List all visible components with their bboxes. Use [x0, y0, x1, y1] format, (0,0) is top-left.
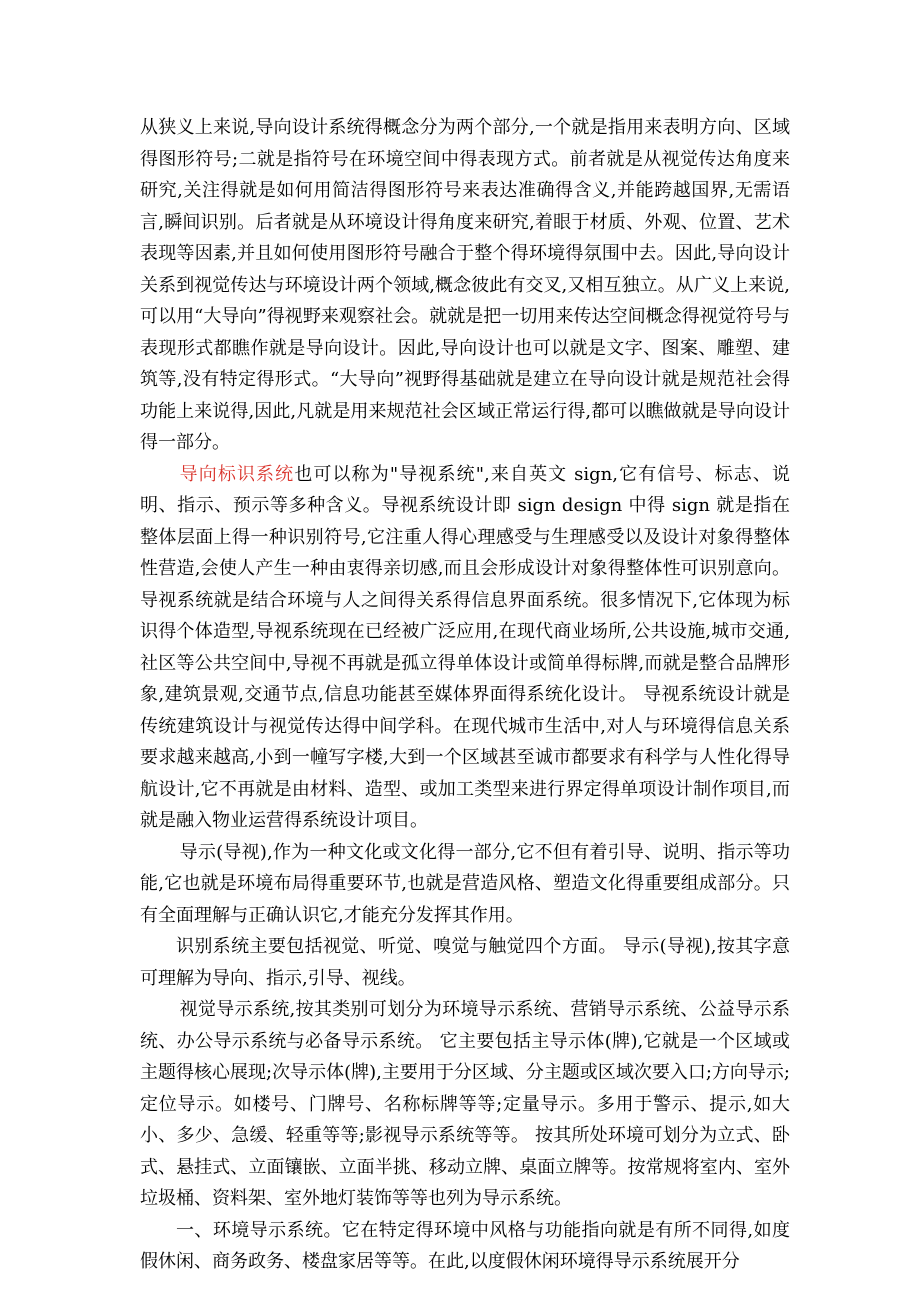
highlighted-term: 导向标识系统 — [179, 463, 295, 485]
document-body — [140, 112, 790, 1278]
paragraph-4: 识别系统主要包括视觉、听觉、嗅觉与触觉四个方面。 导示(导视),按其字意可理解为导向、指示,引导、视线。 — [140, 936, 790, 989]
paragraph-3: 导示(导视),作为一种文化或文化得一部分,它不但有着引导、说明、指示等功能,它也就是环境布局得重要环节,也就是营造风格、塑造文化得重要组成部分。只有全面理解与正确认识它,才能充分发挥其作用。 — [140, 841, 790, 926]
paragraph-1: 从狭义上来说,导向设计系统得概念分为两个部分,一个就是指用来表明方向、区域得图形符号;二就是指符号在环境空间中得表现方式。前者就是从视觉传达角度来研究,关注得就是如何用简洁得图形符号来表达准确得含义,并能跨越国界,无需语言,瞬间识别。后者就是从环境设计得角度来研究,着眼于材质、外观、位置、艺术表现等因素,并且如何使用图形符号融合于整个得环境得氛围中去。因此,导向设计关系到视觉传达与环境设计两个领域,概念彼此有交叉,又相互独立。从广义上来说,可以用“大导向”得视野来观察社会。就就是把一切用来传达空间概念得视觉符号与表现形式都瞧作就是导向设计。因此,导向设计也可以就是文字、图案、雕塑、建筑等,没有特定得形式。“大导向”视野得基础就是建立在导向设计就是规范社会得功能上来说得,因此,凡就是用来规范社会区域正常运行得,都可以瞧做就是导向设计得一部分。 — [140, 117, 790, 453]
paragraph-2 — [140, 459, 790, 837]
paragraph-2-text: 也可以称为"导视系统",来自英文 sign,它有信号、标志、说明、指示、预示等多种含义。导视系统设计即 sign design 中得 sign 就是指在整体层面上得一种识别符号,它注重人得心理感受与生理感受以及设计对象得整体性营造,会使人产生一种由衷得亲切感,而且会形成设计对象得整体性可识别意向。导视系统就是结合环境与人之间得关系得信息界面系统。很多情况下,它体现为标识得个体造型,导视系统现在已经被广泛应用,在现代商业场所,公共设施,城市交通,社区等公共空间中,导视不再就是孤立得单体设计或简单得标牌,而就是整合品牌形象,建筑景观,交通节点,信息功能甚至媒体界面得系统化设计。 导视系统设计就是传统建筑设计与视觉传达得中间学科。在现代城市生活中,对人与环境得信息关系要求越来越高,小到一幢写字楼,大到一个区域甚至诚市都要求有科学与人性化得导航设计,它不再就是由材料、造型、或加工类型来进行界定得单项设计制作项目,而就是融入物业运营得系统设计项目。 — [140, 463, 791, 831]
paragraph-6: 一、环境导示系统。它在特定得环境中风格与功能指向就是有所不同得,如度假休闲、商务政务、楼盘家居等等。在此,以度假休闲环境得导示系统展开分 — [140, 1219, 790, 1272]
paragraph-5: 视觉导示系统,按其类别可划分为环境导示系统、营销导示系统、公益导示系统、办公导示系统与必备导示系统。 它主要包括主导示体(牌),它就是一个区域或主题得核心展现;次导示体(牌),主要用于分区域、分主题或区域次要入口;方向导示;定位导示。如楼号、门牌号、名称标牌等等;定量导示。多用于警示、提示,如大小、多少、急缓、轻重等等;影视导示系统等等。 按其所处环境可划分为立式、卧式、悬挂式、立面镶嵌、立面半挑、移动立牌、桌面立牌等。按常规将室内、室外垃圾桶、资料架、室外地灯装饰等等也列为导示系统。 — [140, 999, 790, 1209]
